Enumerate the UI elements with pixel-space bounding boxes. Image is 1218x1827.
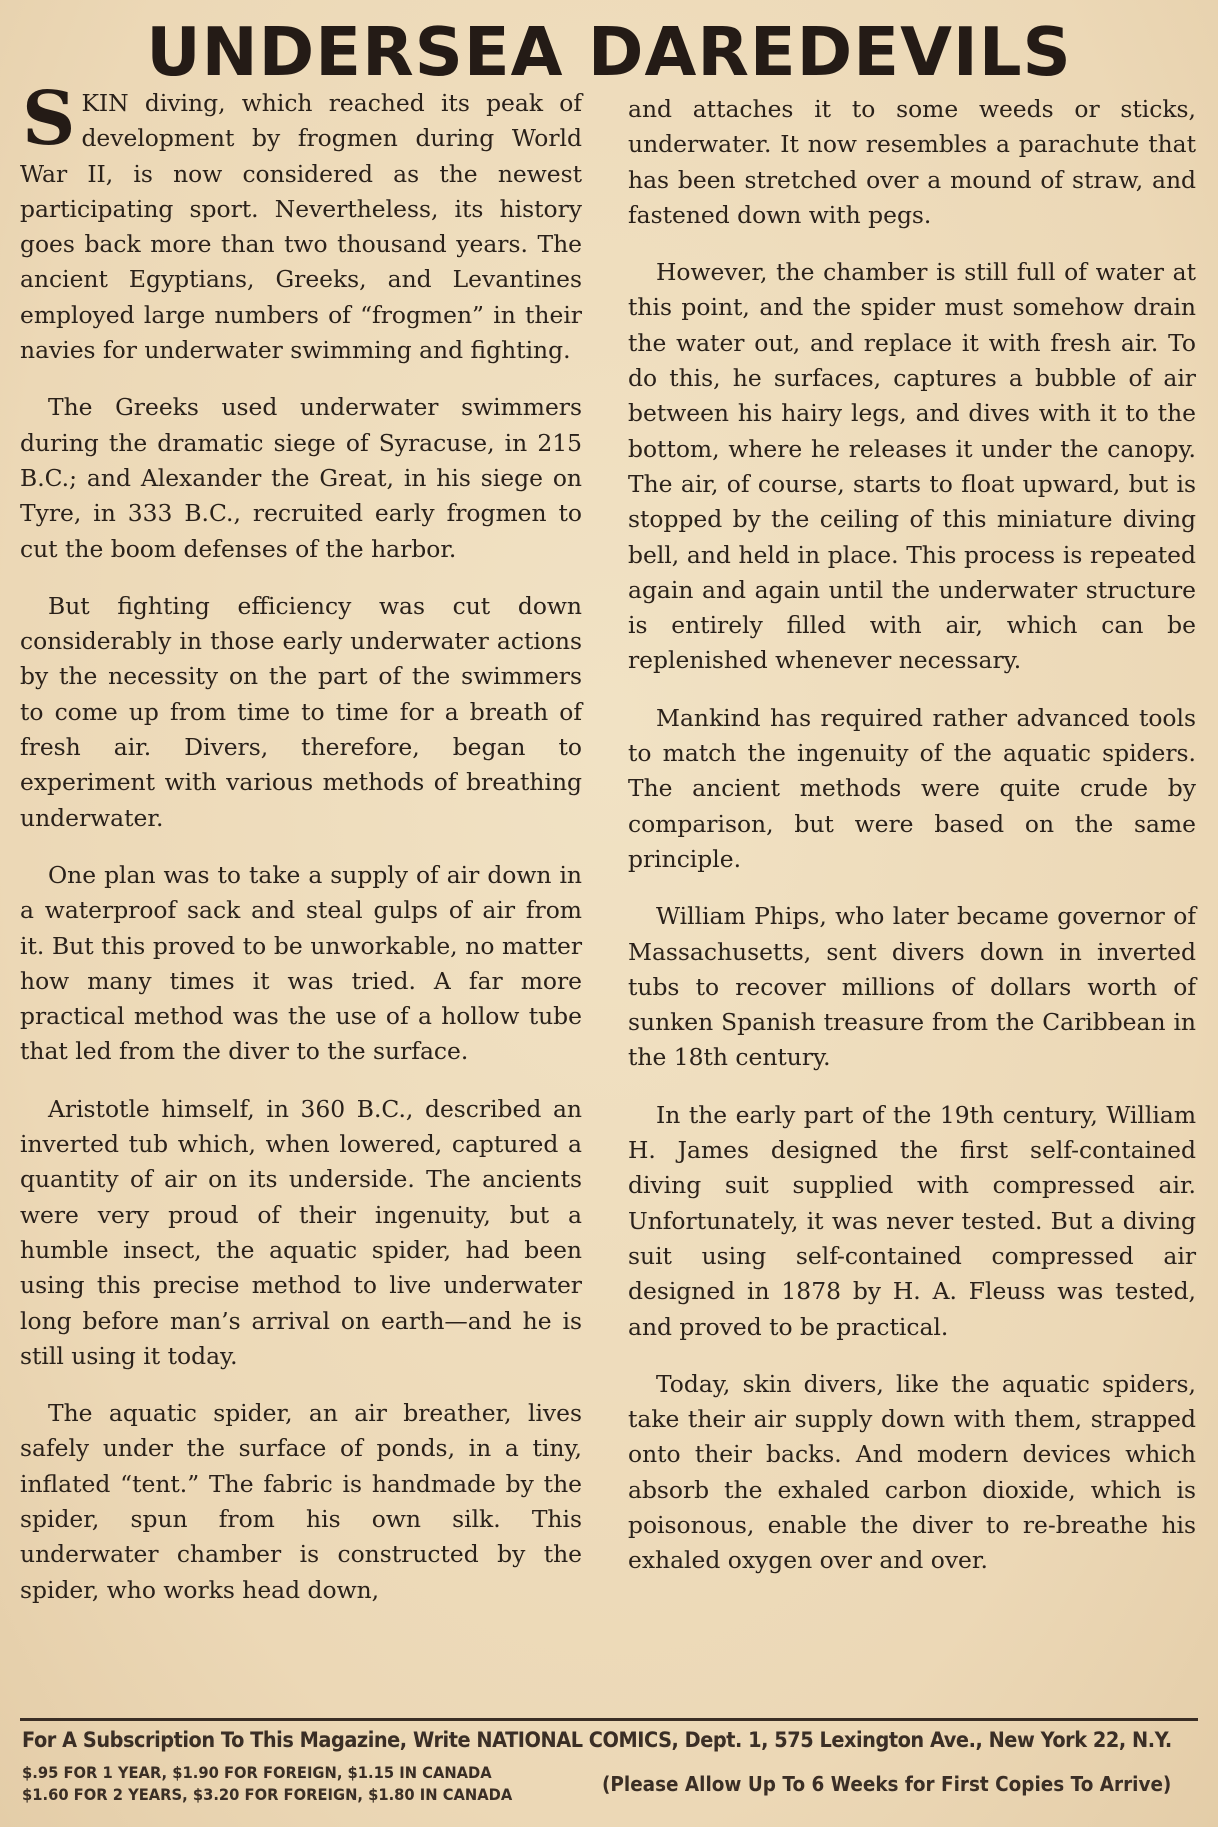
right-column (628, 92, 1196, 1601)
price-line: $.95 FOR 1 YEAR, $1.90 FOR FOREIGN, $1.15 IN CANADA (22, 1763, 492, 1782)
paragraph: In the early part of the 19th century, William H. James designed the first self-contained diving suit supplied with compressed air. Unfortunately, it was never tested. But a diving suit using self-contained compressed air designed in 1878 by H. A. Fleuss was tested, and proved to be practical. (628, 1100, 1196, 1341)
footer-divider (20, 1718, 1198, 1721)
paragraph: However, the chamber is still full of water at this point, and the spider must somehow drain the water out, and replace it with fresh air. To do this, he surfaces, captures a bubble of air between his hairy legs, and dives with it to the bottom, where he releases it under the canopy. The air, of course, starts to float upward, but is stopped by the ceiling of this miniature diving bell, and held in place. This process is repeated again and again until the underwater structure is entirely filled with air, which can be replenished whenever necessary. (628, 258, 1196, 675)
subscription-prices (22, 1762, 512, 1806)
subscription-footer (22, 1728, 1198, 1804)
drop-cap: S (22, 76, 76, 162)
paragraph: The aquatic spider, an air breather, lives safely under the surface of ponds, in a tiny, inflated “tent.” The fabric is handmade by the spider, spun from his own silk. This underwater chamber is constructed by the spider, who works head down, (20, 1399, 582, 1604)
article-title: UNDERSEA DAREDEVILS (146, 13, 1072, 91)
delivery-note: (Please Allow Up To 6 Weeks for First Copies To Arrive) (602, 1772, 1172, 1796)
paragraph-text: KIN diving, which reached its peak of development by frogmen during World War II, is now considered as the newest participating sport. Nevertheless, its history goes back more than two thousand years. The ancient Egyptians, Greeks, and Levantines employed large numbers of “frogmen” in their navies for underwater swimming and fighting. (20, 89, 582, 365)
paragraph: One plan was to take a supply of air down in a waterproof sack and steal gulps of air from it. But this proved to be unworkable, no matter how many times it was tried. A far more practical method was the use of a hollow tube that led from the diver to the surface. (20, 860, 582, 1066)
price-line: $1.60 FOR 2 YEARS, $3.20 FOR FOREIGN, $1.80 IN CANADA (22, 1785, 513, 1804)
subscription-address: For A Subscription To This Magazine, Write NATIONAL COMICS, Dept. 1, 575 Lexington Ave., New York 22, N.Y. (22, 1728, 1172, 1752)
paragraph: William Phips, who later became governor of Massachusetts, sent divers down in inverted tubs to recover millions of dollars worth of sunken Spanish treasure from the Caribbean in the 18th century. (628, 902, 1196, 1072)
paragraph: The Greeks used underwater swimmers during the dramatic siege of Syracuse, in 215 B.C.; and Alexander the Great, in his siege on Tyre, in 333 B.C., recruited early frogmen to cut the boom defenses of the harbor. (20, 393, 582, 563)
paragraph: Aristotle himself, in 360 B.C., described an inverted tub which, when lowered, captured a quantity of air on its underside. The ancients were very proud of their ingenuity, but a humble insect, the aquatic spider, had been using this precise method to live underwater long before man’s arrival on earth—and he is still using it today. (20, 1094, 582, 1370)
paragraph: Today, skin divers, like the aquatic spiders, take their air supply down with them, strapped onto their backs. And modern devices which absorb the exhaled carbon dioxide, which is poisonous, enable the diver to re-breathe his exhaled oxygen over and over. (628, 1369, 1196, 1575)
paragraph (20, 76, 582, 368)
paragraph: But fighting efficiency was cut down considerably in those early underwater actions by the necessity on the part of the swimmers to come up from time to time for a breath of fresh air. Divers, therefore, began to experiment with various methods of breathing underwater. (20, 591, 582, 832)
paragraph: Mankind has required rather advanced tools to match the ingenuity of the aquatic spiders. The ancient methods were quite crude by comparison, but were based on the same principle. (628, 703, 1196, 873)
paragraph: and attaches it to some weeds or sticks, underwater. It now resembles a parachute that has been stretched over a mound of straw, and fastened down with pegs. (628, 95, 1196, 229)
left-column (20, 76, 582, 1630)
